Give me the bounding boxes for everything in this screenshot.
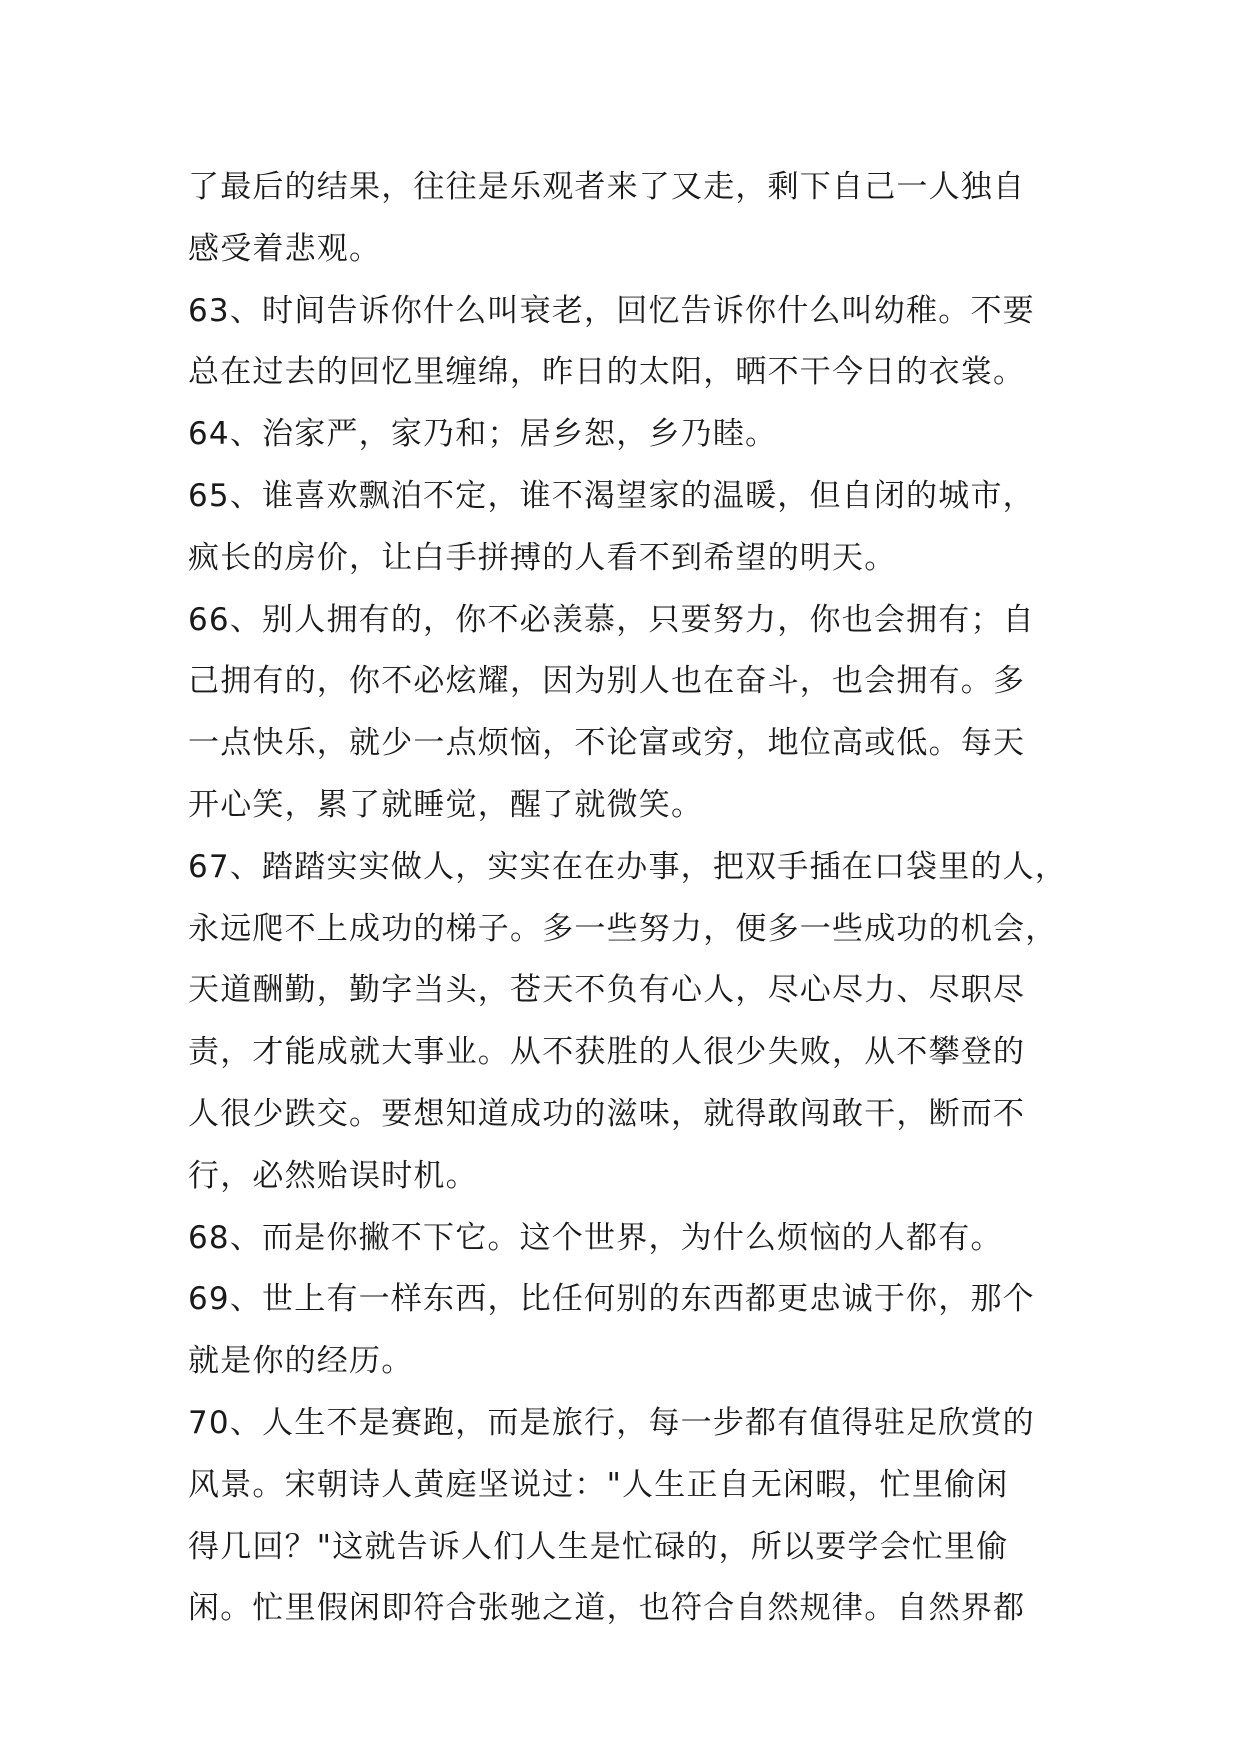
text-line: 63、时间告诉你什么叫衰老，回忆告诉你什么叫幼稚。不要 bbox=[188, 292, 1035, 329]
text-line: 66、别人拥有的，你不必羡慕，只要努力，你也会拥有；自 bbox=[188, 601, 1035, 638]
text-line: 一点快乐，就少一点烦恼，不论富或穷，地位高或低。每天 bbox=[188, 725, 1026, 762]
text-line: 67、踏踏实实做人，实实在在办事，把双手插在口袋里的人， bbox=[188, 848, 1068, 885]
text-line: 69、世上有一样东西，比任何别的东西都更忠诚于你，那个 bbox=[188, 1281, 1035, 1318]
text-block bbox=[188, 157, 1088, 1640]
text-line: 70、人生不是赛跑，而是旅行，每一步都有值得驻足欣赏的 bbox=[188, 1404, 1035, 1441]
text-line: 开心笑，累了就睡觉，醒了就微笑。 bbox=[188, 786, 704, 823]
text-line: 了最后的结果，往往是乐观者来了又走，剩下自己一人独自 bbox=[188, 169, 1026, 205]
text-line: 68、而是你撇不下它。这个世界，为什么烦恼的人都有。 bbox=[188, 1219, 1003, 1256]
text-line: 责，才能成就大事业。从不获胜的人很少失败，从不攀登的 bbox=[188, 1034, 1026, 1071]
text-line: 疯长的房价，让白手拼搏的人看不到希望的明天。 bbox=[188, 539, 897, 576]
text-line: 就是你的经历。 bbox=[188, 1343, 414, 1380]
text-line: 己拥有的，你不必炫耀，因为别人也在奋斗，也会拥有。多 bbox=[188, 663, 1026, 700]
text-line: 64、治家严，家乃和；居乡恕，乡乃睦。 bbox=[188, 416, 778, 453]
text-line: 总在过去的回忆里缠绵，昨日的太阳，晒不干今日的衣裳。 bbox=[188, 354, 1026, 391]
text-line: 得几回？"这就告诉人们人生是忙碌的，所以要学会忙里偷 bbox=[188, 1528, 1009, 1565]
text-line: 闲。忙里假闲即符合张驰之道，也符合自然规律。自然界都 bbox=[188, 1590, 1026, 1627]
text-line: 65、谁喜欢飘泊不定，谁不渴望家的温暖，但自闭的城市， bbox=[188, 477, 1035, 514]
text-line: 感受着悲观。 bbox=[188, 230, 382, 267]
text-line: 天道酬勤，勤字当头，苍天不负有心人，尽心尽力、尽职尽 bbox=[188, 972, 1026, 1009]
text-line: 行，必然贻误时机。 bbox=[188, 1157, 478, 1194]
text-line: 风景。宋朝诗人黄庭坚说过："人生正自无闲暇，忙里偷闲 bbox=[188, 1466, 1009, 1503]
text-line: 永远爬不上成功的梯子。多一些努力，便多一些成功的机会， bbox=[188, 910, 1058, 947]
text-line: 人很少跌交。要想知道成功的滋味，就得敢闯敢干，断而不 bbox=[188, 1095, 1026, 1132]
